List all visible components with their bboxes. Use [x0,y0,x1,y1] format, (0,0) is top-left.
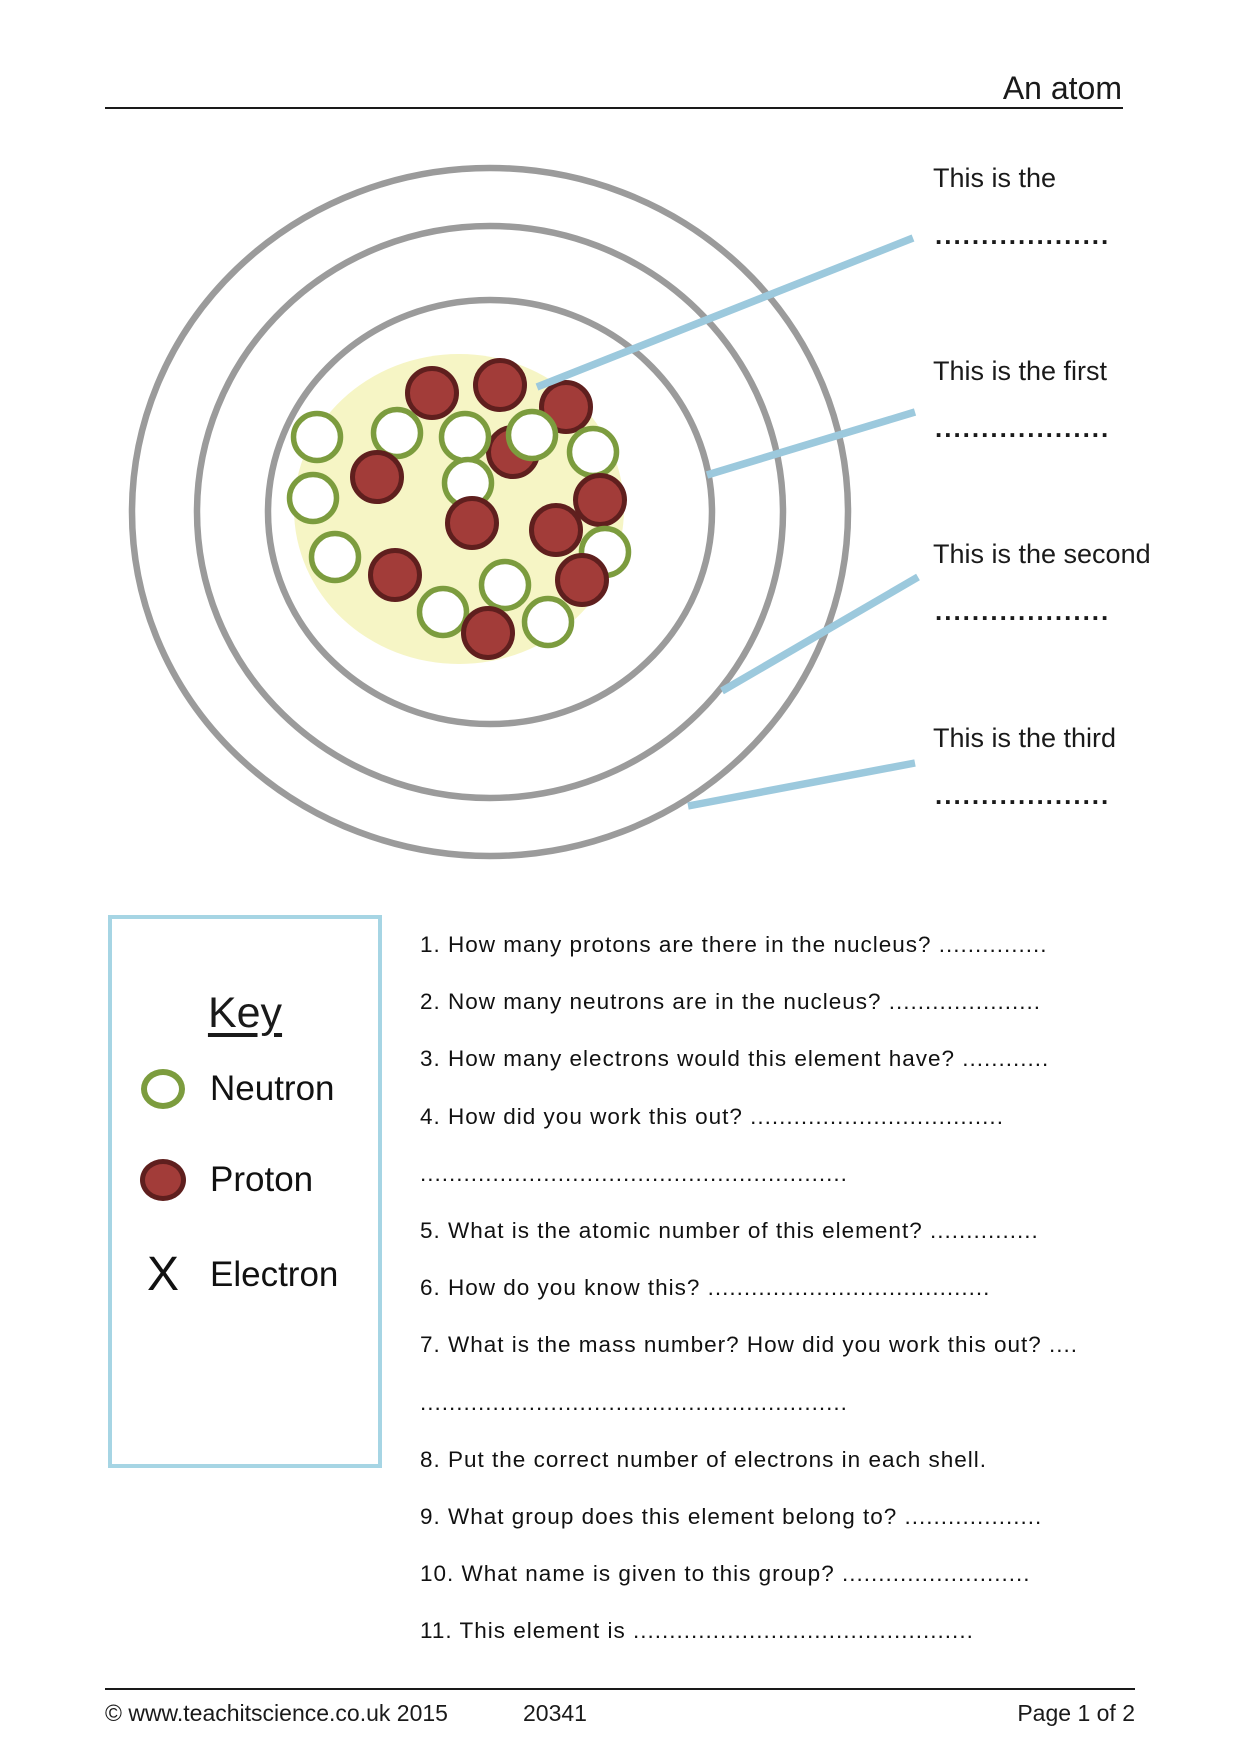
proton [353,453,402,502]
question-line: ........................................................... [420,1160,848,1186]
third-shell-answer-dots: ................... [935,780,1111,810]
neutron [420,589,467,636]
neutron [312,534,359,581]
first-shell-label: This is the first [933,356,1108,386]
question-line: 4. How did you work this out? ................................... [420,1103,1004,1129]
neutron [509,412,556,459]
question-line: 8. Put the correct number of electrons in each shell. [420,1446,988,1472]
key-item-label: Electron [210,1255,339,1294]
key-item-proton [138,1159,313,1201]
question-line: 2. Now many neutrons are in the nucleus? ..................... [420,989,1042,1015]
pointer-line-4 [688,763,915,806]
second-shell-answer-dots: ................... [935,596,1111,626]
proton [558,556,607,605]
nucleus-label: This is the [933,163,1057,193]
second-shell-label: This is the second [933,539,1151,569]
pointer-line-2 [707,412,915,475]
pointer-line-3 [722,577,918,691]
nucleus-answer-dots: ................... [935,220,1111,250]
key-item-neutron [138,1069,335,1109]
page-title: An atom [1002,70,1122,106]
question-line: 11. This element is ............................................... [420,1618,974,1644]
pointer-line-1 [537,238,913,387]
proton [464,609,513,658]
key-title: Key [207,989,283,1037]
key-box [108,915,382,1468]
neutron-circle-icon [141,1069,185,1109]
question-line: 6. How do you know this? ....................................... [420,1275,991,1301]
question-line: 3. How many electrons would this element have? ............ [420,1046,1050,1072]
proton [476,361,525,410]
third-shell-label: This is the third [933,723,1117,753]
neutron [290,475,337,522]
proton [448,499,497,548]
neutron [442,414,489,461]
neutron [525,599,572,646]
neutron [374,410,421,457]
footer-copyright: © www.teachitscience.co.uk 2015 [105,1700,448,1726]
neutron [482,562,529,609]
footer-page-number: Page 1 of 2 [1017,1700,1135,1726]
key-item-electron [138,1248,339,1301]
proton [408,369,457,418]
neutron [294,414,341,461]
proton [371,551,420,600]
questions-list [420,916,1180,1660]
key-item-label: Proton [210,1160,314,1199]
question-line: 9. What group does this element belong to? ................... [420,1504,1043,1530]
proton-circle-icon [140,1159,186,1201]
proton [532,506,581,555]
question-line: 10. What name is given to this group? .......................... [420,1561,1031,1587]
question-line: ........................................................... [420,1389,848,1415]
electron-x-icon: X [146,1248,179,1301]
neutron [570,429,617,476]
footer-document-number: 20341 [523,1700,587,1726]
proton [576,476,625,525]
question-line: 7. What is the mass number? How did you work this out? .... [420,1332,1079,1358]
key-item-label: Neutron [210,1069,335,1108]
first-shell-answer-dots: ................... [935,413,1111,443]
footer-rule [105,1688,1135,1690]
question-line: 5. What is the atomic number of this element? ............... [420,1218,1039,1244]
question-line: 1. How many protons are there in the nucleus? ............... [420,932,1048,957]
